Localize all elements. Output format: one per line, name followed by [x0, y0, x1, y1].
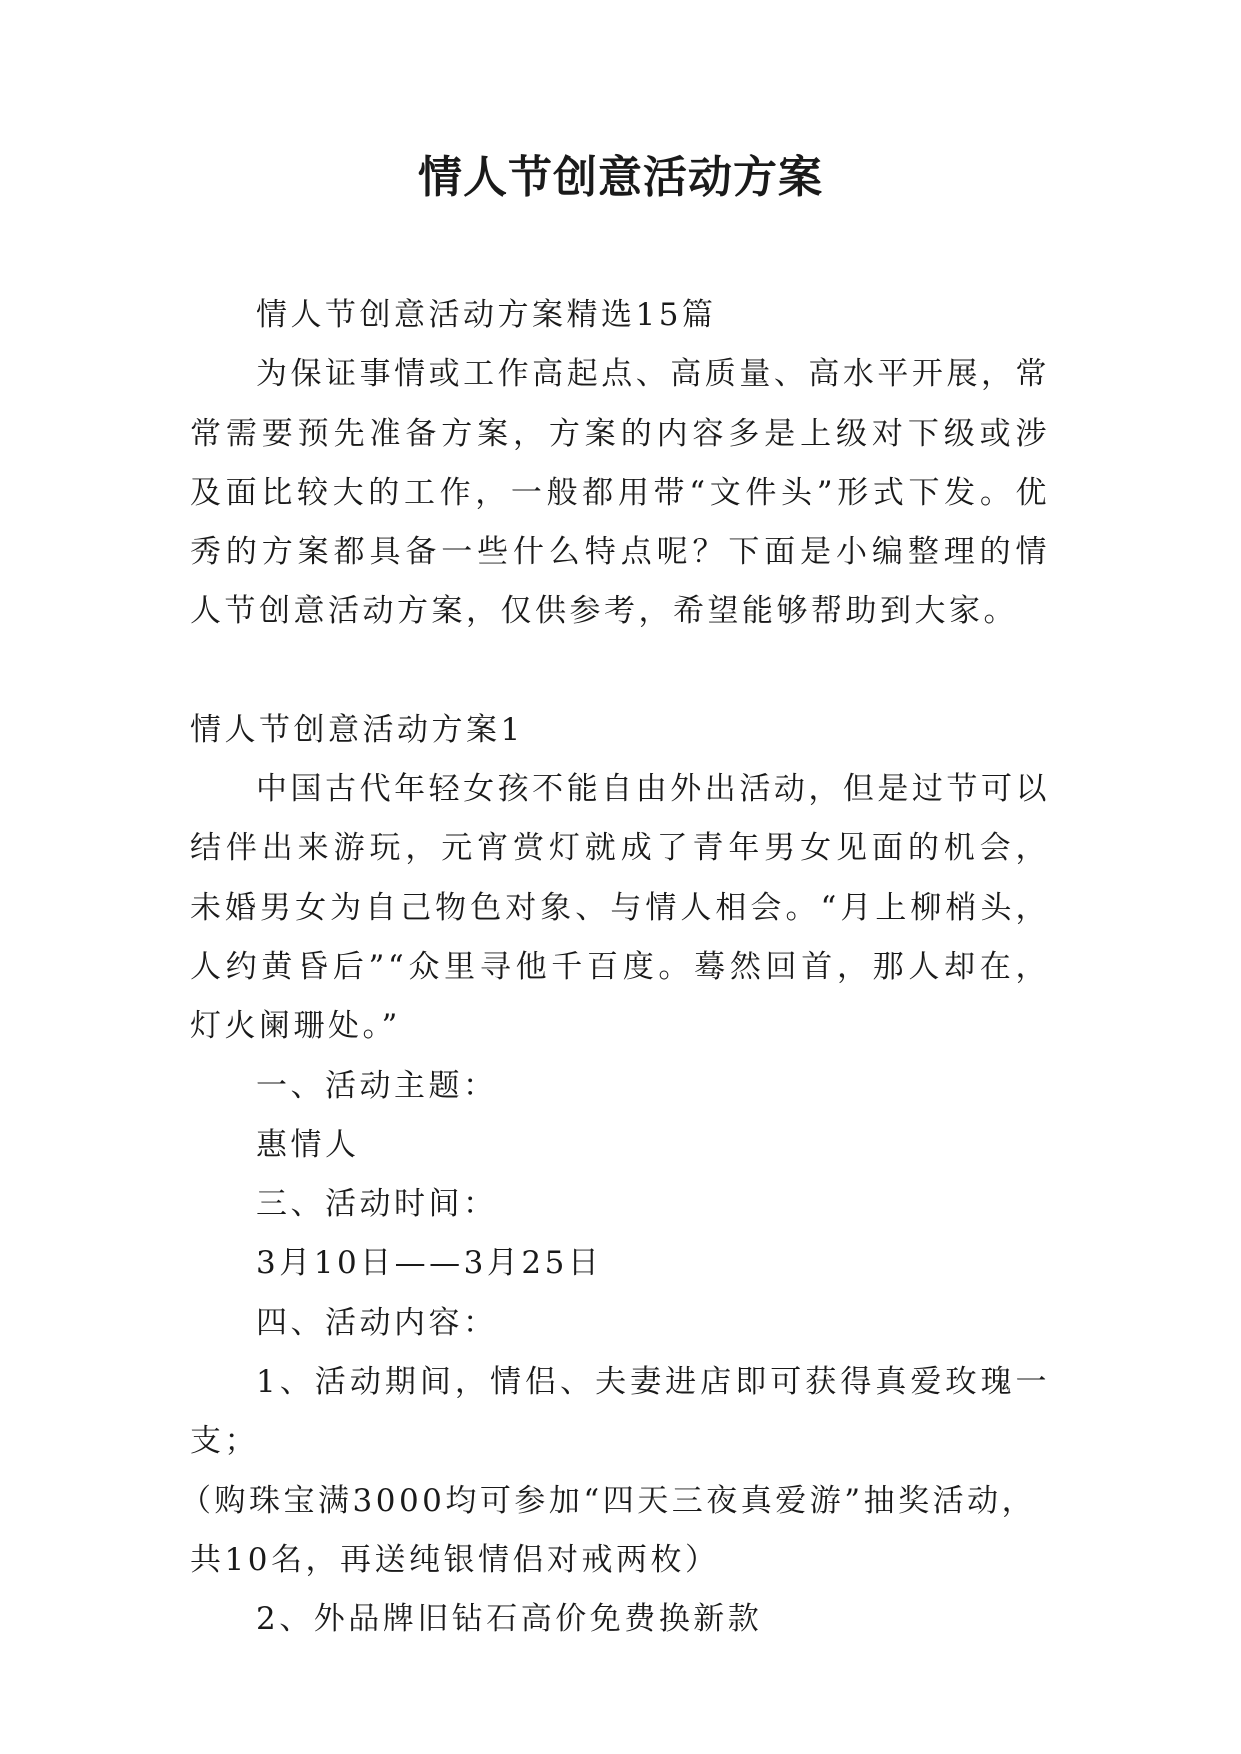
content-item-1-detail-cont: 共10名，再送纯银情侣对戒两枚） [190, 1541, 720, 1578]
theme-label: 一、活动主题： [256, 1067, 498, 1104]
content-item-2: 2、外品牌旧钻石高价免费换新款 [256, 1601, 763, 1638]
document-title: 情人节创意活动方案 [418, 152, 823, 203]
document-subtitle: 情人节创意活动方案精选15篇 [256, 297, 717, 333]
time-value: 3月10日——3月25日 [256, 1245, 603, 1282]
section-paragraph: 中国古代年轻女孩不能自由外出活动，但是过节可以结伴出来游玩，元宵赏灯就成了青年男女见面的机会，未婚男女为自己物色对象、与情人相会。“月上柳梢头，人约黄昏后”“众里寻他千百度。蓦然回首，那人却在，灯火阑珊处。” [190, 771, 1050, 1045]
theme-value: 惠情人 [256, 1126, 360, 1163]
content-label: 四、活动内容： [256, 1304, 498, 1341]
time-label: 三、活动时间： [256, 1186, 498, 1223]
content-item-1-detail: （购珠宝满3000均可参加“四天三夜真爱游”抽奖活动， [180, 1482, 1037, 1519]
content-item-1: 1、活动期间，情侣、夫妻进店即可获得真爱玫瑰一支； [190, 1364, 1050, 1460]
section-heading: 情人节创意活动方案1 [190, 711, 524, 748]
intro-paragraph: 为保证事情或工作高起点、高质量、高水平开展，常常需要预先准备方案，方案的内容多是上级对下级或涉及面比较大的工作，一般都用带“文件头”形式下发。优秀的方案都具备一些什么特点呢？下面是小编整理的情人节创意活动方案，仅供参考，希望能够帮助到大家。 [190, 356, 1050, 630]
document-body [180, 286, 1050, 1650]
